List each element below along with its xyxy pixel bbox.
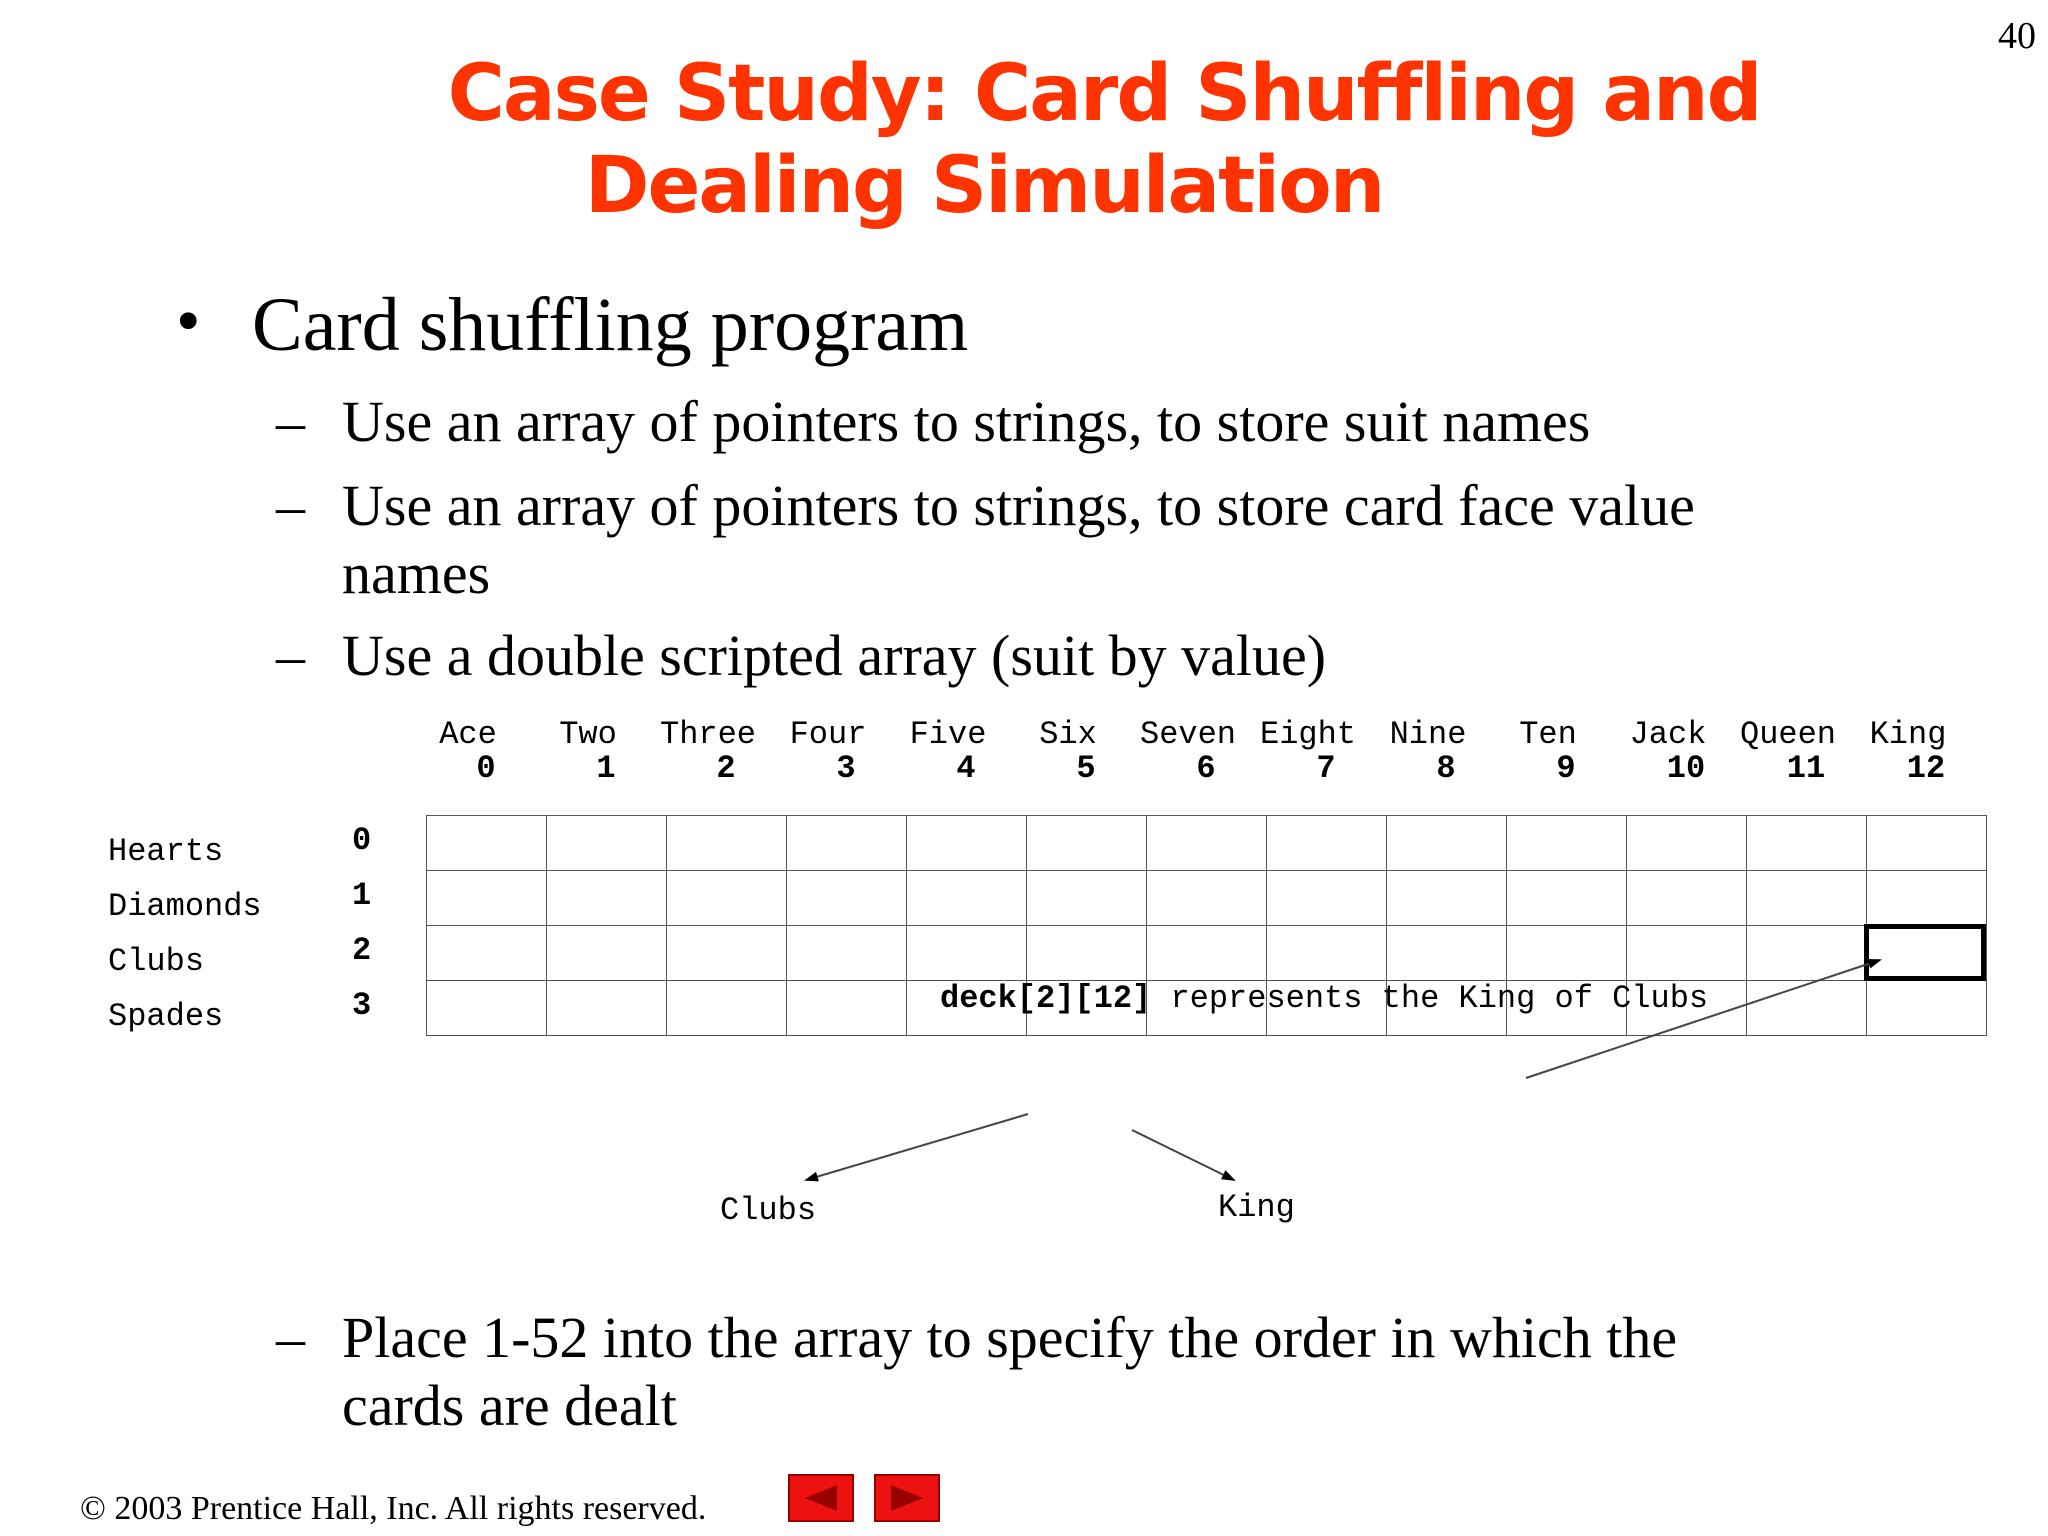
column-index: 8 <box>1436 750 1456 787</box>
face-label: Six <box>1039 716 1097 753</box>
column-index: 0 <box>476 750 496 787</box>
sub-item-text: Use an array of pointers to strings, to store card face value <box>342 473 1695 538</box>
left-arrow-icon <box>801 1483 841 1513</box>
column-index: 5 <box>1076 750 1096 787</box>
bullet-text: Card shuffling program <box>252 283 969 367</box>
next-slide-button[interactable] <box>874 1474 940 1522</box>
face-label: Four <box>789 716 867 753</box>
slide-title-line-1: Case Study: Card Shuffling and <box>447 49 1761 139</box>
suit-label-spades: Spades <box>108 998 224 1035</box>
sub-item-text: Use a double scripted array (suit by value) <box>342 623 1327 688</box>
face-label: Five <box>909 716 987 753</box>
row-index: 3 <box>352 987 372 1024</box>
face-label: Ace <box>439 716 497 753</box>
column-index: 4 <box>956 750 976 787</box>
sub-item-dash: – <box>276 1305 305 1370</box>
suit-label-diamonds: Diamonds <box>108 888 262 925</box>
face-label: Ten <box>1519 716 1577 753</box>
face-label: Queen <box>1739 716 1836 753</box>
column-index: 10 <box>1666 750 1706 787</box>
sub-item-text: Use an array of pointers to strings, to store suit names <box>342 389 1591 454</box>
row-index: 1 <box>352 877 372 914</box>
deck-annotation-code: deck[2][12] <box>940 980 1152 1017</box>
face-label: Three <box>659 716 756 753</box>
page-number: 40 <box>1998 15 2036 57</box>
arrow-to-king <box>1132 1130 1234 1180</box>
label-clubs: Clubs <box>720 1192 817 1229</box>
face-label: Seven <box>1139 716 1236 753</box>
row-index: 2 <box>352 932 372 969</box>
face-label: Nine <box>1389 716 1467 753</box>
sub-item-dash: – <box>276 389 305 454</box>
arrow-to-cell <box>1526 960 1880 1078</box>
right-arrow-icon <box>887 1483 927 1513</box>
sub-item-dash: – <box>276 473 305 538</box>
row-index: 0 <box>352 822 372 859</box>
sub-item-text-cont: cards are dealt <box>342 1373 677 1438</box>
face-label: Two <box>559 716 617 753</box>
column-index: 2 <box>716 750 736 787</box>
deck-annotation-text: represents the King of Clubs <box>1151 980 1709 1017</box>
column-index: 9 <box>1556 750 1576 787</box>
bullet-dot: • <box>176 283 201 360</box>
suit-label-clubs: Clubs <box>108 943 205 980</box>
slide-title-line-2: Dealing Simulation <box>584 141 1384 231</box>
column-index: 1 <box>596 750 616 787</box>
column-index: 12 <box>1906 750 1946 787</box>
arrow-to-clubs <box>806 1114 1028 1180</box>
face-label: King <box>1869 716 1947 753</box>
sub-item-text: Place 1-52 into the array to specify the order in which the <box>342 1305 1678 1370</box>
column-index: 7 <box>1316 750 1336 787</box>
sub-item-text-cont: names <box>342 541 491 606</box>
sub-item-dash: – <box>276 623 305 688</box>
previous-slide-button[interactable] <box>788 1474 854 1522</box>
column-index: 6 <box>1196 750 1216 787</box>
face-label: Eight <box>1259 716 1356 753</box>
label-king: King <box>1218 1189 1295 1226</box>
face-label: Jack <box>1629 716 1707 753</box>
copyright-footer: © 2003 Prentice Hall, Inc. All rights reserved. <box>80 1490 707 1527</box>
column-index: 3 <box>836 750 856 787</box>
column-index: 11 <box>1786 750 1826 787</box>
suit-label-hearts: Hearts <box>108 833 224 870</box>
